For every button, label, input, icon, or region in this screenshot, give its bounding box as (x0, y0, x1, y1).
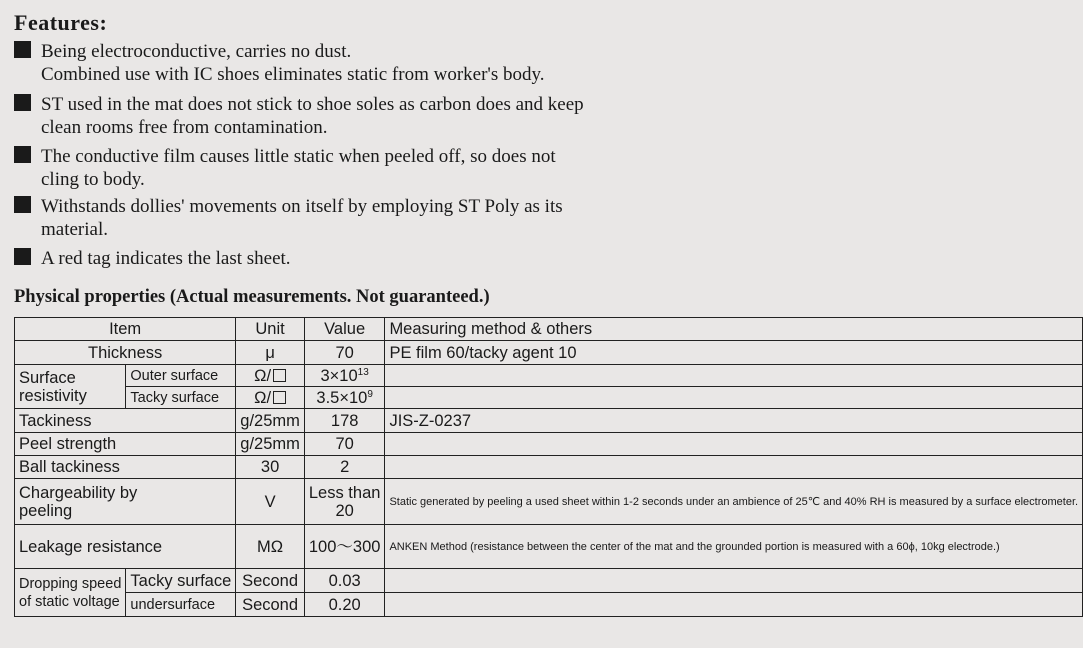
thickness-unit: μ (236, 341, 305, 365)
dropping-tacky-method (385, 569, 1083, 593)
charge-value-line: 20 (335, 501, 354, 520)
feature-line: A red tag indicates the last sheet. (41, 248, 291, 269)
charge-item-line: peeling (19, 501, 73, 520)
dropping-item (15, 569, 126, 617)
physical-properties-title: Physical properties (Actual measurements. Not guaranteed.) (14, 287, 490, 307)
peel-unit: g/25mm (236, 433, 305, 456)
tackiness-item: Tackiness (15, 409, 236, 433)
charge-item (15, 479, 236, 525)
dropping-tacky-unit: Second (236, 569, 305, 593)
table-row (15, 433, 1083, 456)
header-unit: Unit (236, 318, 305, 341)
feature-line: cling to body. (41, 169, 145, 190)
leakage-unit: MΩ (236, 525, 305, 569)
table-row (15, 456, 1083, 479)
thickness-method: PE film 60/tacky agent 10 (385, 341, 1083, 365)
charge-item-line: Chargeability by (19, 483, 138, 502)
tacky-surface-label: Tacky surface (126, 387, 236, 409)
table-row (15, 365, 1083, 387)
dropping-item-line: of static voltage (19, 593, 120, 610)
ball-value: 2 (304, 456, 385, 479)
charge-value (304, 479, 385, 525)
ball-item: Ball tackiness (15, 456, 236, 479)
square-bullet-icon (14, 196, 31, 213)
thickness-item: Thickness (15, 341, 236, 365)
table-row (15, 387, 1083, 409)
physical-properties-table (14, 317, 1083, 617)
feature-line: clean rooms free from contamination. (41, 117, 328, 138)
table-row (15, 409, 1083, 433)
surface-resistivity-item (15, 365, 126, 409)
dropping-under-value: 0.20 (304, 593, 385, 617)
feature-line: ST used in the mat does not stick to shoe soles as carbon does and keep (41, 94, 584, 115)
outer-surface-label: Outer surface (126, 365, 236, 387)
peel-method (385, 433, 1083, 456)
leakage-method: ANKEN Method (resistance between the center of the mat and the grounded portion is measured with a 60ϕ, 10kg electrode.) (385, 525, 1083, 569)
feature-line: The conductive film causes little static when peeled off, so does not (41, 146, 556, 167)
dropping-item-line: Dropping speed (19, 575, 122, 592)
dropping-under-unit: Second (236, 593, 305, 617)
charge-unit: V (236, 479, 305, 525)
table-row (15, 525, 1083, 569)
outer-surface-value: $3\times 10^{13}$ (304, 365, 385, 387)
tacky-surface-unit: Ω/ (236, 387, 305, 409)
header-item: Item (15, 318, 236, 341)
feature-item-5 (14, 247, 291, 270)
feature-line: Withstands dollies' movements on itself by employing ST Poly as its (41, 196, 563, 217)
table-row (15, 341, 1083, 365)
tackiness-value: 178 (304, 409, 385, 433)
square-bullet-icon (14, 248, 31, 265)
table-header-row (15, 318, 1083, 341)
charge-method: Static generated by peeling a used sheet within 1-2 seconds under an ambience of 25℃ and 40% RH is measured by a surface electrometer. (385, 479, 1083, 525)
feature-item-1 (14, 40, 545, 86)
dropping-under-label: undersurface (126, 593, 236, 617)
dropping-tacky-label: Tacky surface (126, 569, 236, 593)
feature-item-4 (14, 195, 563, 241)
ball-method (385, 456, 1083, 479)
table-row (15, 569, 1083, 593)
features-title: Features: (14, 10, 108, 35)
feature-item-2 (14, 93, 584, 139)
header-value: Value (304, 318, 385, 341)
thickness-value: 70 (304, 341, 385, 365)
outer-surface-method (385, 365, 1083, 387)
leakage-value: 100～300 (304, 525, 385, 569)
feature-line: Being electroconductive, carries no dust. (41, 41, 352, 62)
peel-value: 70 (304, 433, 385, 456)
dropping-tacky-value: 0.03 (304, 569, 385, 593)
ball-unit: 30 (236, 456, 305, 479)
tackiness-method: JIS-Z-0237 (385, 409, 1083, 433)
peel-item: Peel strength (15, 433, 236, 456)
feature-line: Combined use with IC shoes eliminates static from worker's body. (41, 64, 545, 85)
surface-item-line: resistivity (19, 386, 87, 405)
table-row (15, 593, 1083, 617)
square-symbol-icon (273, 391, 286, 404)
table-row (15, 479, 1083, 525)
dropping-under-method (385, 593, 1083, 617)
header-method: Measuring method & others (385, 318, 1083, 341)
tacky-surface-value: $3.5\times 10^9$ (304, 387, 385, 409)
charge-value-line: Less than (308, 483, 381, 502)
surface-item-line: Surface (19, 368, 76, 387)
square-bullet-icon (14, 41, 31, 58)
square-bullet-icon (14, 94, 31, 111)
square-bullet-icon (14, 146, 31, 163)
tackiness-unit: g/25mm (236, 409, 305, 433)
feature-line: material. (41, 219, 108, 240)
feature-item-3 (14, 145, 556, 191)
outer-surface-unit: Ω/ (236, 365, 305, 387)
tacky-surface-method (385, 387, 1083, 409)
leakage-item: Leakage resistance (15, 525, 236, 569)
square-symbol-icon (273, 369, 286, 382)
